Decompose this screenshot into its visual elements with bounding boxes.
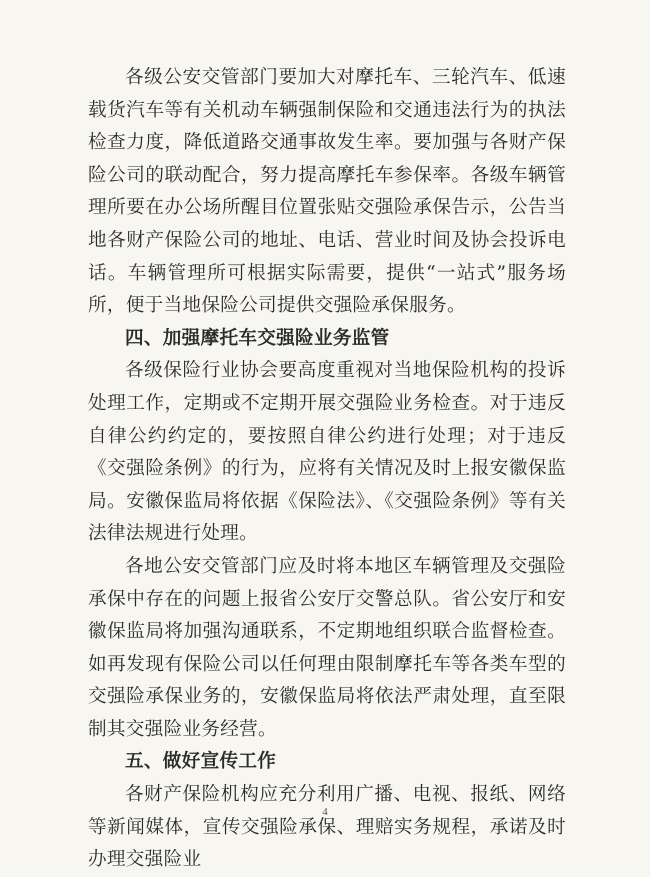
document-body — [88, 62, 566, 877]
section-heading-publicity: 五、做好宣传工作 — [125, 751, 277, 773]
page-number: 4 — [322, 806, 328, 818]
paragraph-joint-supervision: 各地公安交管部门应及时将本地区车辆管理及交强险承保中存在的问题上报省公安厅交警总队。省公安厅和安徽保监局将加强沟通联系，不定期地组织联合监督检查。如再发现有保险公司以任何理由限制摩托车等各类车型的交强险承保业务的，安徽保监局将依法严肃处理，直至限制其交强险业务经营。 — [88, 555, 566, 740]
paragraph-association-inspection: 各级保险行业协会要高度重视对当地保险机构的投诉处理工作，定期或不定期开展交强险业务检查。对于违反自律公约约定的，要按照自律公约进行处理；对于违反《交强险条例》的行为，应将有关情况及时上报安徽保监局。安徽保监局将依据《保险法》、《交强险条例》等有关法律法规进行处理。 — [88, 360, 566, 545]
section-heading-supervision: 四、加强摩托车交强险业务监管 — [125, 327, 390, 349]
paragraph-media-publicity: 各财产保险机构应充分利用广播、电视、报纸、网络等新闻媒体，宣传交强险承保、理赔实务规程，承诺及时办理交强险业 — [88, 784, 566, 871]
paragraph-police-enforcement: 各级公安交管部门要加大对摩托车、三轮汽车、低速载货汽车等有关机动车辆强制保险和交通违法行为的执法检查力度，降低道路交通事故发生率。要加强与各财产保险公司的联动配合，努力提高摩托车参保率。各级车辆管理所要在办公场所醒目位置张贴交强险承保告示，公告当地各财产保险公司的地址、电话、营业时间及协会投诉电话。车辆管理所可根据实际需要，提供“一站式”服务场所，便于当地保险公司提供交强险承保服务。 — [88, 67, 566, 317]
